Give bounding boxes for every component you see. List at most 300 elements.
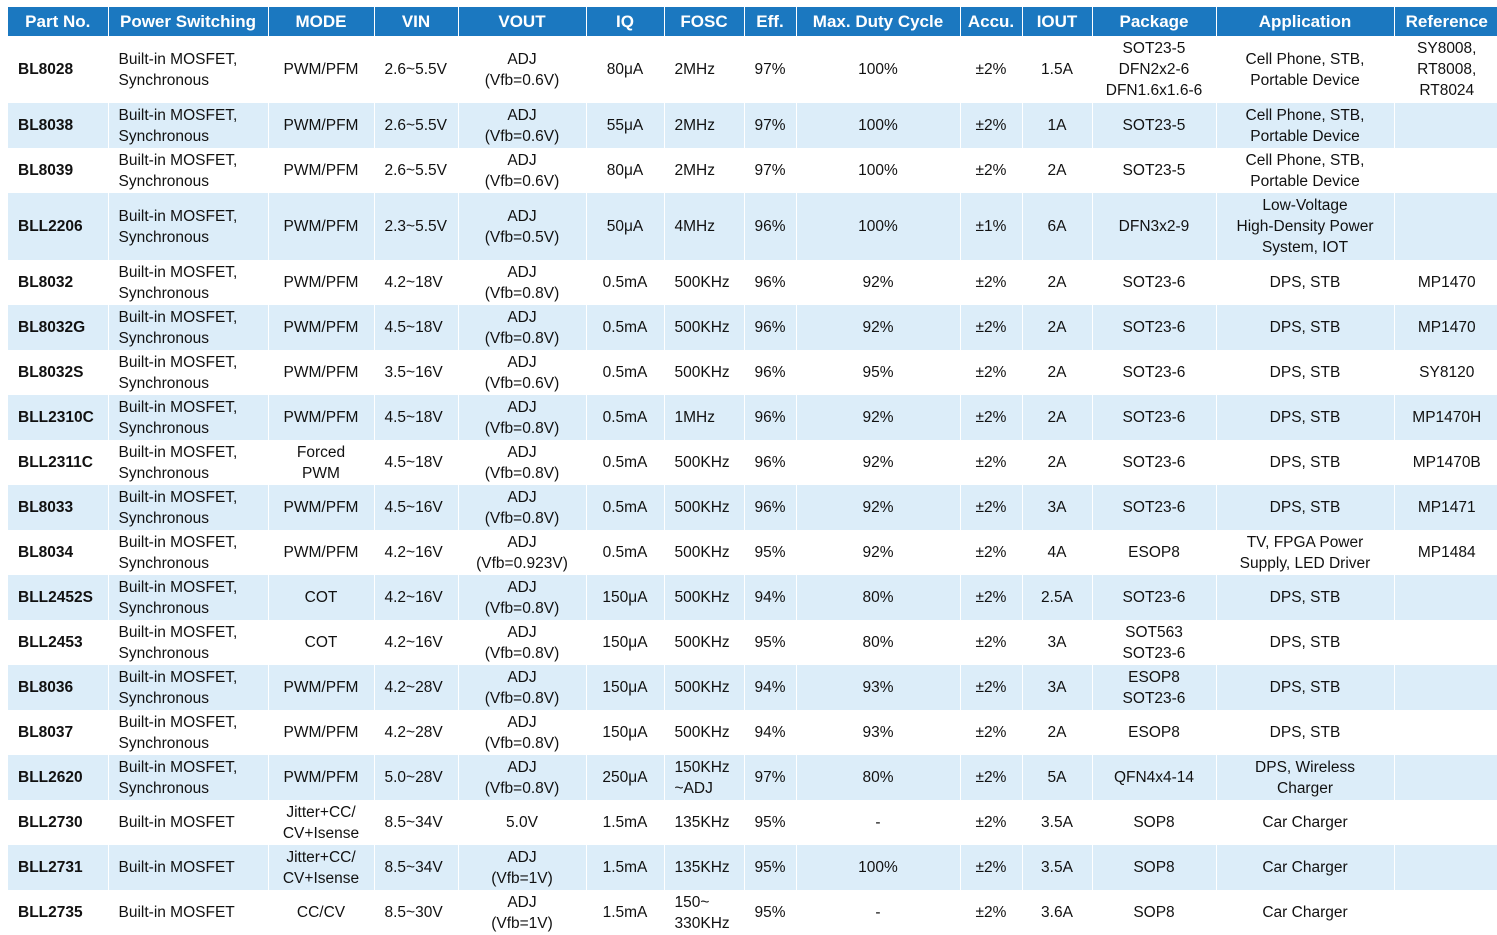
cell-vout-line: (Vfb=1V) xyxy=(491,869,553,887)
cell-power-switching xyxy=(108,36,268,103)
cell-part-no: BLL2731 xyxy=(8,845,108,890)
cell-power-switching-line: Synchronous xyxy=(118,228,209,246)
cell-iq: 150μA xyxy=(586,575,664,620)
cell-application xyxy=(1216,530,1394,575)
cell-accu: ±2% xyxy=(960,710,1022,755)
cell-package xyxy=(1092,665,1216,710)
cell-fosc xyxy=(664,350,744,395)
table-row xyxy=(8,103,1497,148)
cell-package xyxy=(1092,890,1216,935)
cell-part-no: BL8028 xyxy=(8,36,108,103)
table-row xyxy=(8,260,1497,305)
header-eff: Eff. xyxy=(744,7,796,36)
cell-mode-line: PWM/PFM xyxy=(283,61,359,78)
cell-power-switching-line: Built-in MOSFET, xyxy=(118,398,238,416)
cell-reference xyxy=(1394,260,1497,305)
cell-power-switching-line: Built-in MOSFET, xyxy=(118,623,238,641)
cell-iq: 1.5mA xyxy=(586,800,664,845)
cell-vin: 8.5~34V xyxy=(374,845,458,890)
cell-application-line: DPS, STB xyxy=(1269,589,1341,606)
cell-application xyxy=(1216,845,1394,890)
cell-power-switching-line: Built-in MOSFET, xyxy=(118,106,238,124)
cell-power-switching-line: Synchronous xyxy=(118,509,209,527)
cell-iout: 3.6A xyxy=(1022,890,1092,935)
cell-max-duty-cycle: 100% xyxy=(796,193,960,260)
cell-application xyxy=(1216,485,1394,530)
cell-reference xyxy=(1394,800,1497,845)
cell-accu: ±2% xyxy=(960,755,1022,800)
cell-package-line: ESOP8 xyxy=(1128,668,1180,686)
cell-application-line: DPS, STB xyxy=(1269,499,1341,516)
cell-power-switching-line: Built-in MOSFET xyxy=(118,814,235,831)
cell-package xyxy=(1092,755,1216,800)
cell-reference xyxy=(1394,530,1497,575)
cell-iq: 0.5mA xyxy=(586,350,664,395)
cell-fosc xyxy=(664,36,744,103)
cell-fosc-line: 1MHz xyxy=(674,409,715,426)
cell-fosc-line: 135KHz xyxy=(674,859,730,876)
cell-package-line: ESOP8 xyxy=(1128,544,1180,561)
cell-application xyxy=(1216,620,1394,665)
cell-power-switching-line: Built-in MOSFET, xyxy=(118,533,238,551)
cell-part-no: BL8033 xyxy=(8,485,108,530)
cell-package-line: SOP8 xyxy=(1133,814,1175,831)
cell-power-switching xyxy=(108,710,268,755)
cell-iout: 2A xyxy=(1022,260,1092,305)
cell-vout-line: (Vfb=0.8V) xyxy=(484,419,560,437)
cell-iq: 150μA xyxy=(586,620,664,665)
cell-fosc-line: 500KHz xyxy=(674,679,730,696)
cell-power-switching xyxy=(108,440,268,485)
cell-power-switching-line: Synchronous xyxy=(118,71,209,89)
cell-vout-line: (Vfb=0.8V) xyxy=(484,509,560,527)
cell-application-line: Car Charger xyxy=(1262,859,1348,876)
cell-eff: 95% xyxy=(744,620,796,665)
cell-vout-line: ADJ xyxy=(507,263,537,281)
cell-iout: 3A xyxy=(1022,485,1092,530)
cell-vout xyxy=(458,710,586,755)
cell-vin: 4.2~28V xyxy=(374,665,458,710)
cell-package-line: SOT23-6 xyxy=(1122,689,1186,707)
cell-vout-line: ADJ xyxy=(507,758,537,776)
cell-mode-line: Jitter+CC/ xyxy=(286,803,356,821)
cell-part-no: BL8039 xyxy=(8,148,108,193)
cell-fosc-line: 500KHz xyxy=(674,499,730,516)
product-table-container xyxy=(8,7,1495,935)
cell-eff: 96% xyxy=(744,305,796,350)
cell-fosc xyxy=(664,620,744,665)
cell-reference xyxy=(1394,103,1497,148)
cell-package xyxy=(1092,103,1216,148)
cell-iq: 150μA xyxy=(586,710,664,755)
cell-mode-line: PWM/PFM xyxy=(283,319,359,336)
cell-mode-line: PWM/PFM xyxy=(283,544,359,561)
table-row xyxy=(8,485,1497,530)
cell-reference-line: RT8024 xyxy=(1419,82,1475,99)
cell-eff: 97% xyxy=(744,148,796,193)
cell-max-duty-cycle: - xyxy=(796,890,960,935)
cell-iq: 150μA xyxy=(586,665,664,710)
cell-vout-line: ADJ xyxy=(507,848,537,866)
cell-iq: 80μA xyxy=(586,148,664,193)
header-application: Application xyxy=(1216,7,1394,36)
header-part-no: Part No. xyxy=(8,7,108,36)
cell-package-line: SOP8 xyxy=(1133,859,1175,876)
cell-iq: 1.5mA xyxy=(586,845,664,890)
cell-reference-line: MP1470 xyxy=(1417,274,1476,291)
cell-power-switching xyxy=(108,800,268,845)
cell-fosc-line: 500KHz xyxy=(674,274,730,291)
cell-fosc-line: 500KHz xyxy=(674,544,730,561)
cell-max-duty-cycle: 80% xyxy=(796,575,960,620)
cell-reference-line: MP1484 xyxy=(1417,544,1476,561)
cell-max-duty-cycle: 93% xyxy=(796,665,960,710)
cell-vout xyxy=(458,485,586,530)
cell-package xyxy=(1092,620,1216,665)
cell-package-line: ESOP8 xyxy=(1128,724,1180,741)
cell-power-switching-line: Built-in MOSFET, xyxy=(118,443,238,461)
cell-package xyxy=(1092,193,1216,260)
cell-power-switching xyxy=(108,148,268,193)
cell-application xyxy=(1216,395,1394,440)
cell-package-line: DFN3x2-9 xyxy=(1118,218,1190,235)
cell-iout: 2A xyxy=(1022,440,1092,485)
cell-reference xyxy=(1394,620,1497,665)
cell-reference-line: SY8008, xyxy=(1417,40,1477,57)
cell-application-line: DPS, STB xyxy=(1269,409,1341,426)
cell-eff: 95% xyxy=(744,800,796,845)
cell-mode xyxy=(268,575,374,620)
cell-power-switching-line: Synchronous xyxy=(118,734,209,752)
cell-eff: 94% xyxy=(744,710,796,755)
cell-vout-line: (Vfb=1V) xyxy=(491,914,553,932)
cell-iq: 1.5mA xyxy=(586,890,664,935)
cell-package xyxy=(1092,440,1216,485)
cell-eff: 96% xyxy=(744,440,796,485)
cell-accu: ±2% xyxy=(960,890,1022,935)
table-row xyxy=(8,890,1497,935)
cell-vout-line: (Vfb=0.5V) xyxy=(484,228,560,246)
cell-power-switching xyxy=(108,530,268,575)
cell-part-no: BLL2310C xyxy=(8,395,108,440)
cell-iq: 0.5mA xyxy=(586,440,664,485)
cell-application xyxy=(1216,755,1394,800)
header-fosc: FOSC xyxy=(664,7,744,36)
cell-vout-line: (Vfb=0.8V) xyxy=(484,329,560,347)
table-row xyxy=(8,800,1497,845)
cell-mode-line: PWM/PFM xyxy=(283,724,359,741)
cell-iout: 2A xyxy=(1022,148,1092,193)
header-reference: Reference xyxy=(1394,7,1497,36)
cell-vin: 3.5~16V xyxy=(374,350,458,395)
cell-power-switching-line: Built-in MOSFET, xyxy=(118,308,238,326)
cell-application-line: Charger xyxy=(1277,779,1333,797)
cell-reference xyxy=(1394,440,1497,485)
cell-reference-line: MP1471 xyxy=(1417,499,1476,516)
cell-vout-line: ADJ xyxy=(507,533,537,551)
cell-vin: 4.2~16V xyxy=(374,530,458,575)
cell-vout-line: (Vfb=0.6V) xyxy=(484,172,560,190)
cell-vin: 2.6~5.5V xyxy=(374,148,458,193)
cell-package-line: SOT563 xyxy=(1125,623,1183,641)
cell-power-switching-line: Built-in MOSFET, xyxy=(118,207,238,225)
cell-mode-line: PWM/PFM xyxy=(283,274,359,291)
cell-vout-line: ADJ xyxy=(507,488,537,506)
cell-mode xyxy=(268,305,374,350)
cell-iout: 1A xyxy=(1022,103,1092,148)
cell-mode-line: PWM/PFM xyxy=(283,117,359,134)
cell-fosc xyxy=(664,755,744,800)
cell-max-duty-cycle: 80% xyxy=(796,620,960,665)
cell-vout-line: (Vfb=0.6V) xyxy=(484,374,560,392)
cell-iout: 3.5A xyxy=(1022,845,1092,890)
cell-eff: 94% xyxy=(744,665,796,710)
cell-mode-line: CC/CV xyxy=(296,904,346,921)
cell-package xyxy=(1092,485,1216,530)
cell-part-no: BL8038 xyxy=(8,103,108,148)
cell-vout-line: ADJ xyxy=(507,308,537,326)
cell-mode xyxy=(268,530,374,575)
header-iout: IOUT xyxy=(1022,7,1092,36)
cell-power-switching-line: Synchronous xyxy=(118,689,209,707)
cell-power-switching-line: Synchronous xyxy=(118,464,209,482)
cell-iout: 2A xyxy=(1022,305,1092,350)
cell-mode-line: PWM/PFM xyxy=(283,499,359,516)
cell-vout-line: (Vfb=0.8V) xyxy=(484,599,560,617)
cell-package-line: SOT23-5 xyxy=(1122,40,1186,57)
cell-application-line: DPS, STB xyxy=(1269,634,1341,651)
cell-vout xyxy=(458,148,586,193)
cell-power-switching-line: Synchronous xyxy=(118,374,209,392)
cell-vin: 8.5~30V xyxy=(374,890,458,935)
cell-mode xyxy=(268,485,374,530)
cell-power-switching xyxy=(108,260,268,305)
cell-fosc-line: 500KHz xyxy=(674,724,730,741)
cell-part-no: BLL2206 xyxy=(8,193,108,260)
cell-application xyxy=(1216,575,1394,620)
cell-mode xyxy=(268,148,374,193)
cell-eff: 95% xyxy=(744,530,796,575)
cell-power-switching-line: Built-in MOSFET xyxy=(118,859,235,876)
cell-application-line: Portable Device xyxy=(1250,172,1360,190)
cell-package-line: SOT23-6 xyxy=(1122,644,1186,662)
cell-power-switching-line: Built-in MOSFET, xyxy=(118,353,238,371)
table-body xyxy=(8,36,1497,935)
cell-mode xyxy=(268,103,374,148)
cell-vin: 4.5~16V xyxy=(374,485,458,530)
cell-reference xyxy=(1394,845,1497,890)
cell-mode-line: Forced xyxy=(296,443,346,461)
cell-package xyxy=(1092,530,1216,575)
cell-application xyxy=(1216,665,1394,710)
cell-power-switching-line: Built-in MOSFET, xyxy=(118,578,238,596)
cell-mode xyxy=(268,755,374,800)
cell-accu: ±2% xyxy=(960,530,1022,575)
cell-power-switching xyxy=(108,485,268,530)
cell-iout: 2A xyxy=(1022,710,1092,755)
cell-part-no: BLL2453 xyxy=(8,620,108,665)
cell-vout-line: (Vfb=0.8V) xyxy=(484,734,560,752)
cell-mode xyxy=(268,350,374,395)
cell-part-no: BLL2620 xyxy=(8,755,108,800)
cell-vout xyxy=(458,350,586,395)
cell-mode-line: PWM/PFM xyxy=(283,679,359,696)
cell-application-line: Portable Device xyxy=(1250,127,1360,145)
cell-power-switching-line: Built-in MOSFET, xyxy=(118,50,238,68)
cell-eff: 96% xyxy=(744,395,796,440)
cell-application-line: System, IOT xyxy=(1261,239,1349,256)
cell-fosc-line: 2MHz xyxy=(674,61,715,78)
cell-power-switching-line: Built-in MOSFET, xyxy=(118,488,238,506)
table-header-row xyxy=(8,7,1497,36)
cell-vin: 2.6~5.5V xyxy=(374,36,458,103)
cell-vin: 4.5~18V xyxy=(374,395,458,440)
cell-iout: 4A xyxy=(1022,530,1092,575)
cell-fosc xyxy=(664,665,744,710)
cell-mode xyxy=(268,36,374,103)
cell-vout xyxy=(458,530,586,575)
cell-mode-line: COT xyxy=(304,634,338,651)
cell-mode xyxy=(268,440,374,485)
cell-reference xyxy=(1394,193,1497,260)
cell-vin: 5.0~28V xyxy=(374,755,458,800)
cell-vout-line: (Vfb=0.8V) xyxy=(484,644,560,662)
cell-max-duty-cycle: 92% xyxy=(796,440,960,485)
cell-reference xyxy=(1394,350,1497,395)
cell-iq: 0.5mA xyxy=(586,395,664,440)
cell-part-no: BLL2452S xyxy=(8,575,108,620)
cell-iout: 5A xyxy=(1022,755,1092,800)
cell-package xyxy=(1092,36,1216,103)
table-row xyxy=(8,620,1497,665)
cell-vout xyxy=(458,800,586,845)
cell-application-line: DPS, STB xyxy=(1269,679,1341,696)
cell-vout-line: ADJ xyxy=(507,398,537,416)
cell-package-line: SOT23-6 xyxy=(1122,499,1186,516)
cell-vout xyxy=(458,575,586,620)
cell-application-line: Cell Phone, STB, xyxy=(1245,106,1365,124)
cell-vin: 4.2~28V xyxy=(374,710,458,755)
cell-power-switching-line: Synchronous xyxy=(118,599,209,617)
cell-vout-line: (Vfb=0.8V) xyxy=(484,464,560,482)
cell-vout xyxy=(458,620,586,665)
cell-package-line: SOT23-6 xyxy=(1122,409,1186,426)
cell-application xyxy=(1216,260,1394,305)
cell-mode xyxy=(268,620,374,665)
cell-vout-line: ADJ xyxy=(507,443,537,461)
cell-reference xyxy=(1394,890,1497,935)
table-row xyxy=(8,305,1497,350)
table-row xyxy=(8,845,1497,890)
cell-package xyxy=(1092,260,1216,305)
cell-fosc xyxy=(664,148,744,193)
cell-power-switching xyxy=(108,305,268,350)
cell-vout-line: ADJ xyxy=(507,151,537,169)
cell-fosc-line: ~ADJ xyxy=(674,779,713,797)
cell-application-line: DPS, Wireless xyxy=(1255,758,1355,776)
cell-mode xyxy=(268,890,374,935)
cell-power-switching-line: Synchronous xyxy=(118,419,209,437)
cell-mode xyxy=(268,193,374,260)
cell-part-no: BL8032G xyxy=(8,305,108,350)
cell-vout-line: 5.0V xyxy=(506,814,538,831)
cell-power-switching-line: Synchronous xyxy=(118,329,209,347)
cell-fosc xyxy=(664,193,744,260)
cell-part-no: BLL2735 xyxy=(8,890,108,935)
cell-iq: 0.5mA xyxy=(586,530,664,575)
cell-mode xyxy=(268,395,374,440)
cell-eff: 96% xyxy=(744,485,796,530)
cell-package xyxy=(1092,575,1216,620)
cell-vout-line: (Vfb=0.8V) xyxy=(484,689,560,707)
cell-package xyxy=(1092,800,1216,845)
cell-application-line: DPS, STB xyxy=(1269,274,1341,291)
cell-vin: 4.2~16V xyxy=(374,620,458,665)
cell-vout xyxy=(458,440,586,485)
cell-reference-line: MP1470B xyxy=(1412,454,1481,471)
cell-vout-line: (Vfb=0.8V) xyxy=(484,779,560,797)
cell-package-line: SOT23-6 xyxy=(1122,589,1186,606)
cell-part-no: BL8032S xyxy=(8,350,108,395)
cell-application xyxy=(1216,193,1394,260)
cell-iout: 2A xyxy=(1022,395,1092,440)
cell-vout-line: (Vfb=0.6V) xyxy=(484,127,560,145)
table-row xyxy=(8,440,1497,485)
cell-application-line: High-Density Power xyxy=(1236,218,1374,235)
cell-vin: 4.2~16V xyxy=(374,575,458,620)
cell-mode xyxy=(268,710,374,755)
cell-package xyxy=(1092,395,1216,440)
cell-reference xyxy=(1394,485,1497,530)
cell-eff: 95% xyxy=(744,845,796,890)
cell-application-line: Car Charger xyxy=(1262,904,1348,921)
cell-vout-line: (Vfb=0.923V) xyxy=(476,554,568,572)
cell-eff: 96% xyxy=(744,350,796,395)
cell-application xyxy=(1216,890,1394,935)
cell-package xyxy=(1092,305,1216,350)
cell-fosc xyxy=(664,395,744,440)
cell-iout: 2.5A xyxy=(1022,575,1092,620)
header-accu: Accu. xyxy=(960,7,1022,36)
cell-vout xyxy=(458,193,586,260)
cell-vout xyxy=(458,395,586,440)
cell-mode xyxy=(268,800,374,845)
cell-accu: ±2% xyxy=(960,620,1022,665)
cell-vout-line: ADJ xyxy=(507,353,537,371)
cell-iout: 6A xyxy=(1022,193,1092,260)
cell-vout xyxy=(458,305,586,350)
cell-power-switching xyxy=(108,103,268,148)
cell-max-duty-cycle: 92% xyxy=(796,485,960,530)
cell-power-switching-line: Synchronous xyxy=(118,779,209,797)
cell-max-duty-cycle: 80% xyxy=(796,755,960,800)
cell-max-duty-cycle: 93% xyxy=(796,710,960,755)
cell-eff: 97% xyxy=(744,36,796,103)
cell-reference-line: MP1470 xyxy=(1417,319,1476,336)
cell-package-line: SOT23-6 xyxy=(1122,319,1186,336)
cell-application-line: Low-Voltage xyxy=(1262,197,1348,214)
cell-fosc xyxy=(664,103,744,148)
cell-iout: 1.5A xyxy=(1022,36,1092,103)
cell-vout-line: ADJ xyxy=(507,106,537,124)
cell-iout: 2A xyxy=(1022,350,1092,395)
cell-fosc-line: 500KHz xyxy=(674,634,730,651)
cell-reference xyxy=(1394,755,1497,800)
cell-part-no: BL8036 xyxy=(8,665,108,710)
cell-power-switching-line: Synchronous xyxy=(118,172,209,190)
header-mode: MODE xyxy=(268,7,374,36)
cell-power-switching-line: Built-in MOSFET, xyxy=(118,758,238,776)
